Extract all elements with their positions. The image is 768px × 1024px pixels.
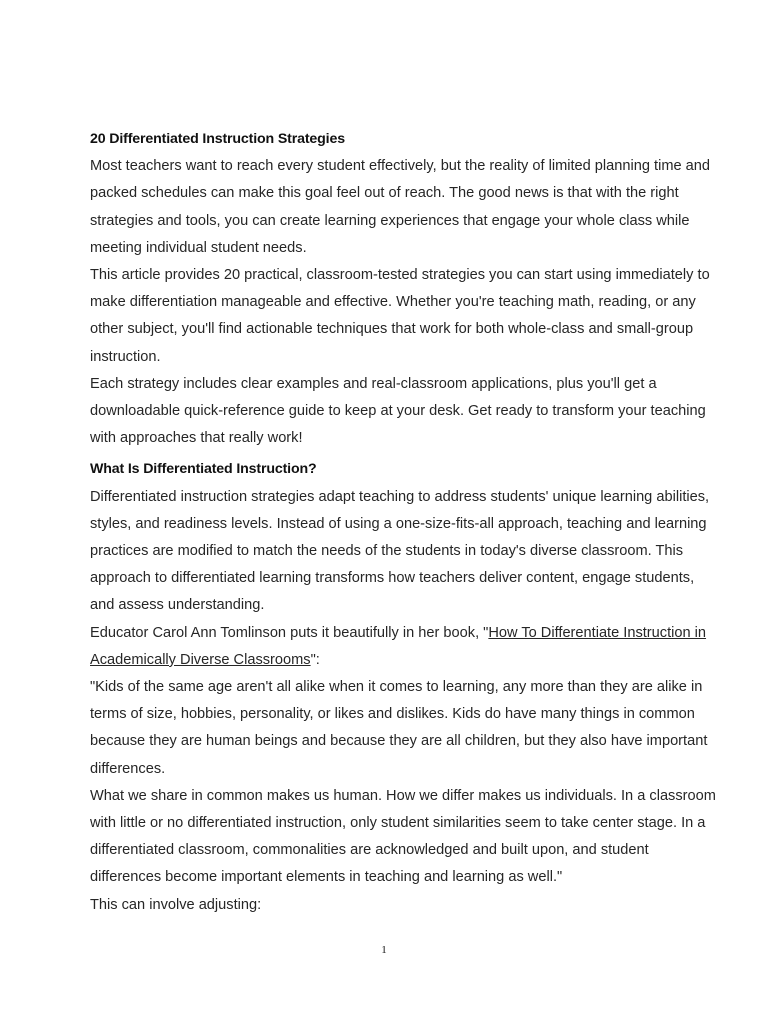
page-number: 1 xyxy=(381,944,387,956)
section-title-what-is: What Is Differentiated Instruction? xyxy=(90,461,317,478)
citation-closing-text: ": xyxy=(310,651,320,668)
definition-paragraph: Differentiated instruction strategies adapt teaching to address students' unique learning abilities, styles, and readiness levels. Instead of using a one-size-fits-all approach, teaching and learning practices are modified to match the needs of the students in today's diverse classroom. This approach to differentiated learning transforms how teachers deliver content, engage students, and assess understanding. xyxy=(90,488,710,614)
quote-paragraph-2: What we share in common makes us human. How we differ makes us individuals. In a classroom with little or no differentiated instruction, only student similarities seem to take center stage. In a differentiated classroom, commonalities are acknowledged and built upon, and student differences become important elements in teaching and learning as well." xyxy=(90,787,716,886)
closing-paragraph: This can involve adjusting: xyxy=(90,896,262,913)
book-title-link[interactable]: How To Differentiate Instruction in Academically Diverse Classrooms xyxy=(90,624,707,668)
citation-paragraph xyxy=(90,620,720,674)
strategy-summary-paragraph: Each strategy includes clear examples and real-classroom applications, plus you'll get a downloadable quick-reference guide to keep at your desk. Get ready to transform your teaching with approaches that really work! xyxy=(90,375,706,447)
quote-paragraph-1: "Kids of the same age aren't all alike when it comes to learning, any more than they are alike in terms of size, hobbies, personality, or likes and dislikes. Kids do have many things in common because they are human beings and because they are all children, but they also have important differences. xyxy=(90,679,708,777)
intro-paragraph: Most teachers want to reach every student effectively, but the reality of limited planning time and packed schedules can make this goal feel out of reach. The good news is that with the right strategies and tools, you can create learning experiences that engage your whole class while meeting individual student needs. xyxy=(90,158,711,256)
document-page xyxy=(90,126,720,919)
article-overview-paragraph: This article provides 20 practical, classroom-tested strategies you can start using immediately to make differentiation manageable and effective. Whether you're teaching math, reading, or any other subject, you'll find actionable techniques that work for both whole-class and small-group instruction. xyxy=(90,267,710,365)
citation-intro-text: Educator Carol Ann Tomlinson puts it beautifully in her book, " xyxy=(90,624,489,641)
section-title-strategies: 20 Differentiated Instruction Strategies xyxy=(90,131,345,147)
